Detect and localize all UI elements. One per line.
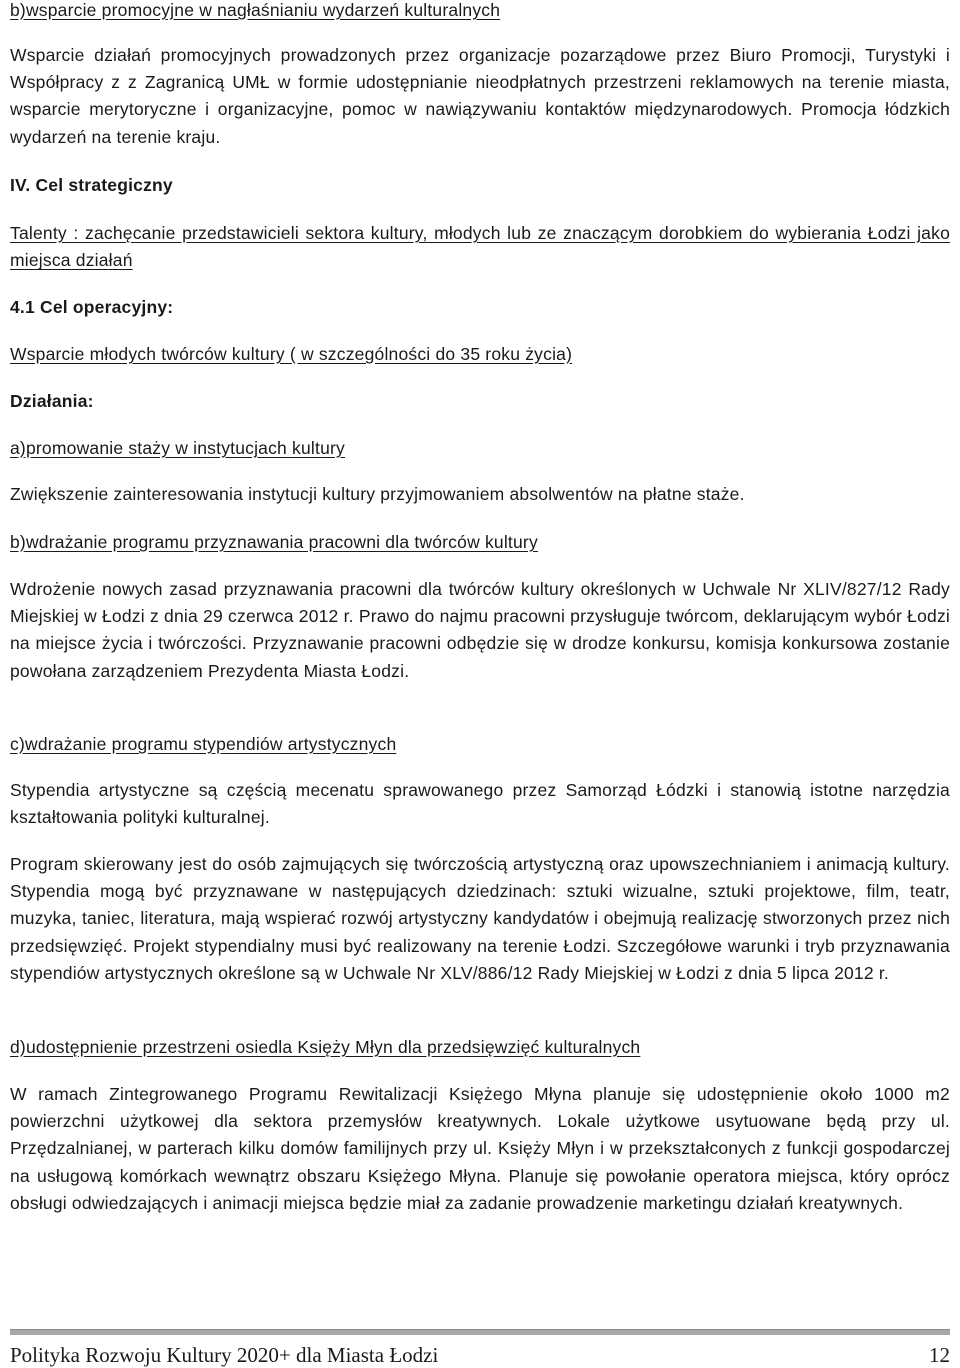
paragraph-b-promo xyxy=(10,42,950,151)
paragraph-b-pracownie: Wdrożenie nowych zasad przyznawania pracowni dla twórców kultury określonych w Uchwale Nr XLIV/827/12 Rady Miejskiej w Łodzi z dnia 29 czerwca 2012 r. Prawo do najmu pracowni przysługuje twórcom, deklarującym wybór Łodzi na miejsce życia i twórczości. Przyznawanie pracowni odbędzie się w drodze konkursu, komisja konkursowa zostanie powołana zarządzeniem Prezydenta Miasta Łodzi. xyxy=(10,579,950,681)
heading-a-staze: a)promowanie staży w instytucjach kultury xyxy=(10,438,345,458)
footer-title: Polityka Rozwoju Kultury 2020+ dla Miasta Łodzi xyxy=(10,1343,439,1367)
heading-b-pracownie: b)wdrażanie programu przyznawania pracowni dla twórców kultury xyxy=(10,532,538,552)
paragraph-b-promo-main: Wsparcie działań promocyjnych prowadzonych przez organizacje pozarządowe przez Biuro Promocji, Turystyki i Współpracy z z Zagranicą UMŁ w formie udostępnianie nieodpłatnych przestrzeni reklamowych na terenie miasta, wsparcie merytoryczne i organizacyjne, pomoc w nawiązywaniu kontaktów międzynarodowych. xyxy=(10,45,950,120)
heading-b-promo: b)wsparcie promocyjne w nagłaśnianiu wydarzeń kulturalnych xyxy=(10,0,501,20)
paragraph-c-stypendia-2: Program skierowany jest do osób zajmujących się twórczością artystyczną oraz upowszechnianiem i animacją kultury. Stypendia mogą być przyznawane w następujących dziedzinach: sztuki wizualne, sztuki projektowe, film, teatr, muzyka, taniec, literatura, mają wspierać rozwój artystyczny kandydatów i obejmują realizację stworzonych przez nich przedsięwzięć. Projekt stypendialny musi być realizowany na terenie Łodzi. Szczegółowe warunki i tryb przyznawania stypendiów artystycznych określone są w Uchwale Nr XLV/886/12 Rady Miejskiej w Łodzi z dnia 5 lipca 2012 r. xyxy=(10,854,950,983)
footer-divider xyxy=(10,1329,950,1335)
operational-goal-text: Wsparcie młodych twórców kultury ( w szczególności do 35 roku życia) xyxy=(10,344,573,364)
heading-c-stypendia: c)wdrażanie programu stypendiów artystycznych xyxy=(10,734,397,754)
heading-goal-iv: IV. Cel strategiczny xyxy=(10,175,173,195)
heading-d-mlyn: d)udostępnienie przestrzeni osiedla Księży Młyn dla przedsięwzięć kulturalnych xyxy=(10,1037,641,1057)
paragraph-c-stypendia-1: Stypendia artystyczne są częścią mecenatu sprawowanego przez Samorząd Łódzki i stanowią istotne narzędzia kształtowania polityki kulturalnej. xyxy=(10,780,950,828)
page-number: 12 xyxy=(929,1343,950,1367)
goal-iv-text: Talenty : zachęcanie przedstawicieli sektora kultury, młodych lub ze znaczącym dorobkiem do wybierania Łodzi jako miejsca działań xyxy=(10,223,950,271)
paragraph-b-promo-tail: Promocja łódzkich wydarzeń na terenie kraju. xyxy=(10,99,950,147)
heading-actions: Działania: xyxy=(10,391,94,411)
paragraph-d-mlyn: W ramach Zintegrowanego Programu Rewitalizacji Księżego Młyna planuje się udostępnienie około 1000 m2 powierzchni użytkowej dla sektora przemysłów kreatywnych. Lokale użytkowe usytuowane będą przy ul. Przędzalnianej, w parterach kilku domów familijnych przy ul. Księży Młyn i w przekształconych z funkcji gospodarczej na usługową komórkach wewnątrz obszaru Księżego Młyna. Planuje się powołanie operatora miejsca, który oprócz obsługi odwiedzających i animacji miejsca będzie miał za zadanie prowadzenie marketingu działań kreatywnych. xyxy=(10,1084,950,1213)
heading-operational-goal: 4.1 Cel operacyjny: xyxy=(10,297,174,317)
paragraph-a-staze: Zwiększenie zainteresowania instytucji kultury przyjmowaniem absolwentów na płatne staże. xyxy=(10,484,745,504)
